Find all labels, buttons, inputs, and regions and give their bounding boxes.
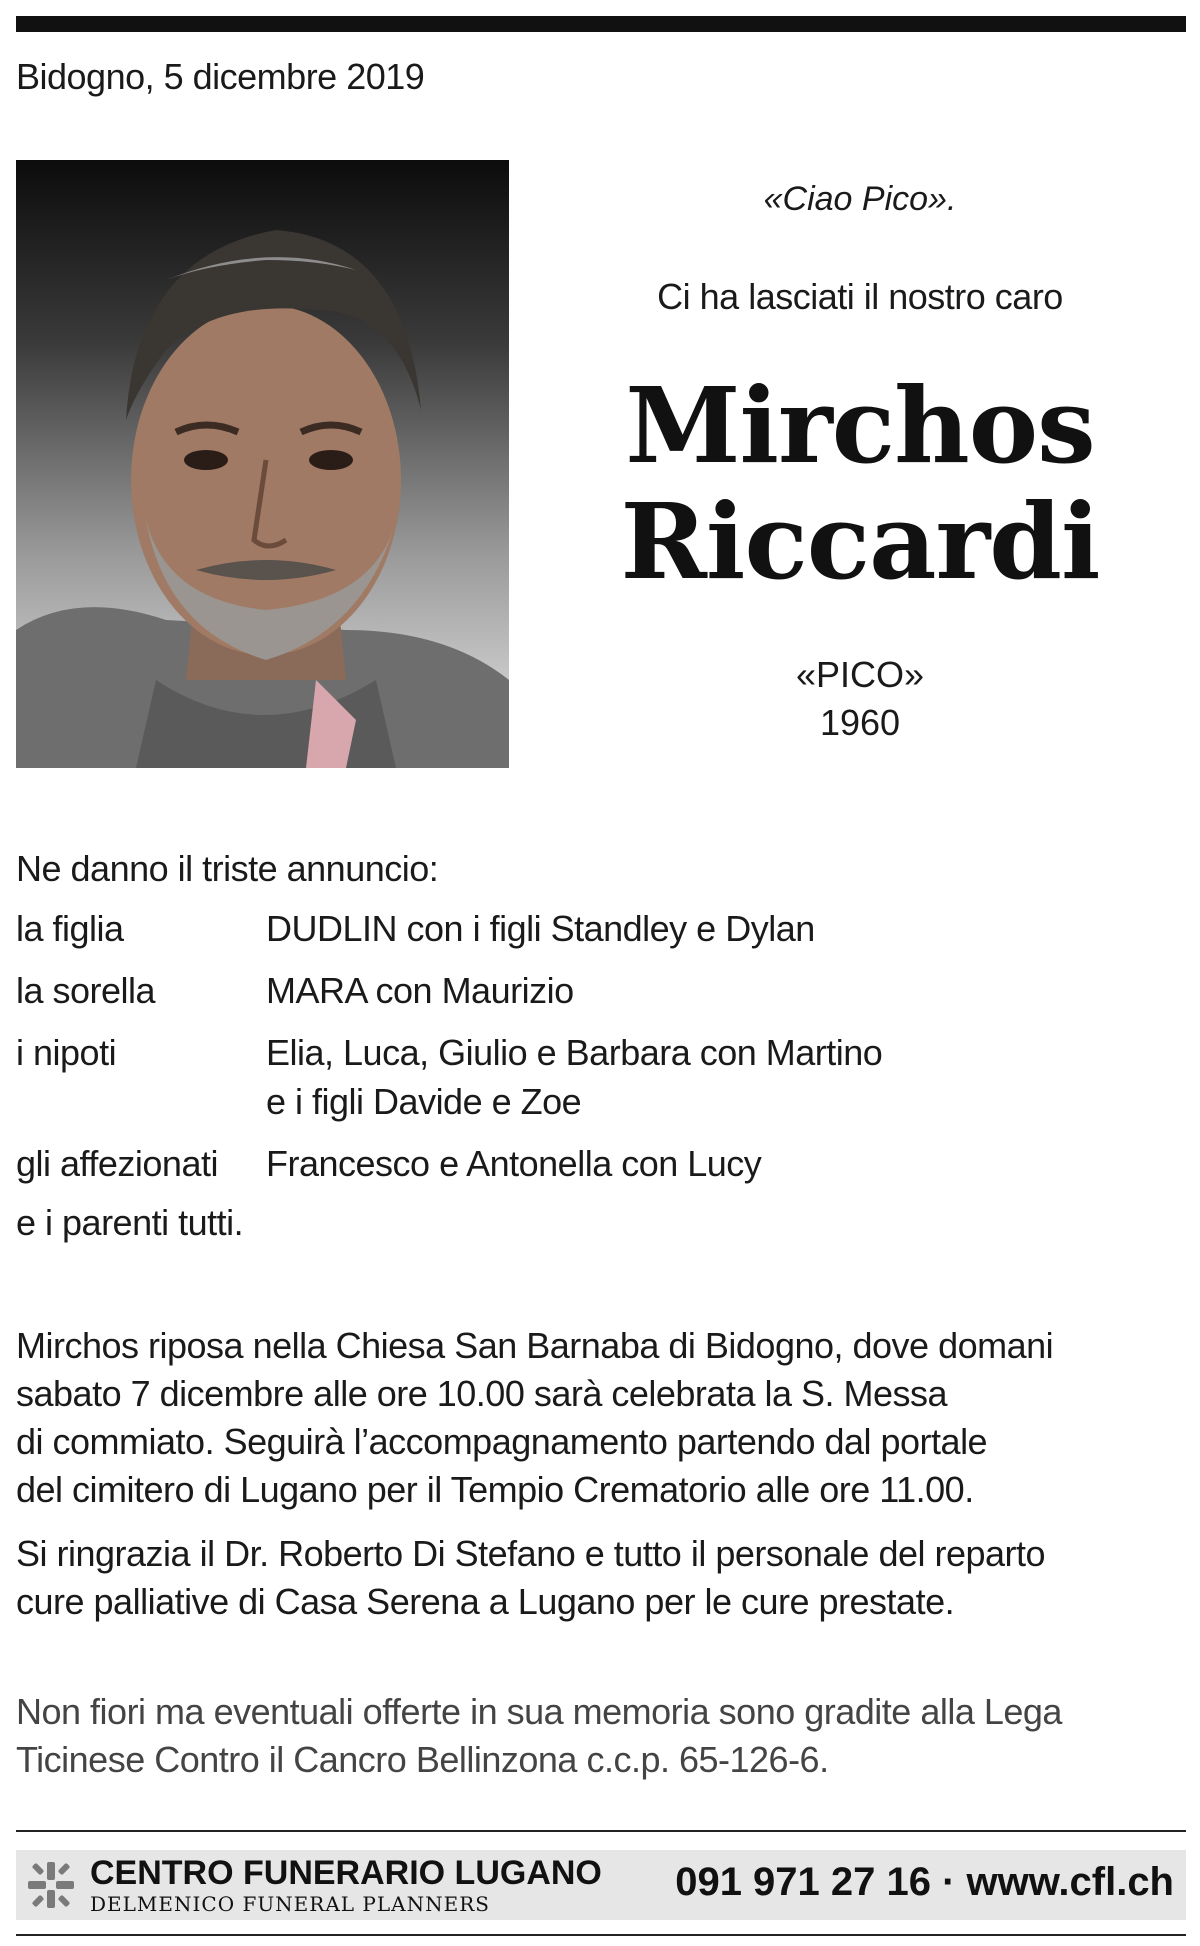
all-relatives-line: e i parenti tutti. bbox=[16, 1202, 244, 1243]
mourner-name-line: e i figli Davide e Zoe bbox=[266, 1081, 582, 1122]
farewell-quote: «Ciao Pico». bbox=[763, 180, 957, 218]
first-name: Mirchos bbox=[625, 364, 1095, 487]
mourner-names bbox=[266, 1139, 1116, 1188]
deceased-name bbox=[560, 364, 1160, 603]
paragraph-line: Mirchos riposa nella Chiesa San Barnaba di Bidogno, dove domani bbox=[16, 1325, 1054, 1366]
mourners-list bbox=[16, 904, 1116, 1201]
birth-year: 1960 bbox=[819, 702, 901, 743]
paragraph-line: cure palliative di Casa Serena a Lugano per le cure prestate. bbox=[16, 1581, 955, 1622]
funeral-home-name: CENTRO FUNERARIO LUGANO bbox=[90, 1854, 602, 1892]
footer-rule-bottom bbox=[16, 1934, 1186, 1936]
footer-rule-top bbox=[16, 1830, 1186, 1832]
mourner-names bbox=[266, 904, 1116, 953]
relation-label: i nipoti bbox=[16, 1032, 117, 1073]
mourner-row bbox=[16, 904, 1116, 953]
relation-label: la sorella bbox=[16, 970, 156, 1011]
mourner-row bbox=[16, 1028, 1116, 1126]
paragraph-line: del cimitero di Lugano per il Tempio Crematorio alle ore 11.00. bbox=[16, 1469, 974, 1510]
paragraph-line: Non fiori ma eventuali offerte in sua memoria sono gradite alla Lega bbox=[16, 1691, 1062, 1732]
mourner-name-line: DUDLIN con i figli Standley e Dylan bbox=[266, 908, 815, 949]
last-name: Riccardi bbox=[620, 480, 1100, 603]
paragraph-line: di commiato. Seguirà l’accompagnamento partendo dal portale bbox=[16, 1421, 988, 1462]
mourner-name-line: Francesco e Antonella con Lucy bbox=[266, 1143, 762, 1184]
mourner-name-line: Elia, Luca, Giulio e Barbara con Martino bbox=[266, 1032, 883, 1073]
donations-paragraph bbox=[16, 1688, 1186, 1784]
nickname: «PICO» bbox=[795, 654, 925, 695]
funeral-home-footer bbox=[16, 1850, 1186, 1920]
place-date: Bidogno, 5 dicembre 2019 bbox=[16, 56, 425, 97]
intro-line: Ci ha lasciati il nostro caro bbox=[657, 276, 1063, 317]
portrait-image bbox=[16, 160, 509, 768]
ceremony-paragraph bbox=[16, 1322, 1166, 1514]
mourner-row bbox=[16, 1139, 1116, 1188]
thanks-paragraph bbox=[16, 1530, 1166, 1626]
mourner-names bbox=[266, 1028, 1116, 1126]
mourner-names bbox=[266, 966, 1116, 1015]
funeral-home-subtitle: DELMENICO FUNERAL PLANNERS bbox=[90, 1892, 490, 1916]
relation-label: gli affezionati bbox=[16, 1143, 218, 1184]
announcement-intro: Ne danno il triste annuncio: bbox=[16, 848, 439, 889]
funeral-home-logo-icon bbox=[26, 1860, 76, 1910]
paragraph-line: Ticinese Contro il Cancro Bellinzona c.c.p. 65-126-6. bbox=[16, 1739, 829, 1780]
contact-info: 091 971 27 16 · www.cfl.ch bbox=[675, 1860, 1174, 1904]
paragraph-line: sabato 7 dicembre alle ore 10.00 sarà celebrata la S. Messa bbox=[16, 1373, 948, 1414]
mourner-row bbox=[16, 966, 1116, 1015]
top-rule bbox=[16, 16, 1186, 32]
relation-label: la figlia bbox=[16, 908, 124, 949]
paragraph-line: Si ringrazia il Dr. Roberto Di Stefano e tutto il personale del reparto bbox=[16, 1533, 1046, 1574]
mourner-name-line: MARA con Maurizio bbox=[266, 970, 574, 1011]
portrait-photo bbox=[16, 160, 509, 768]
